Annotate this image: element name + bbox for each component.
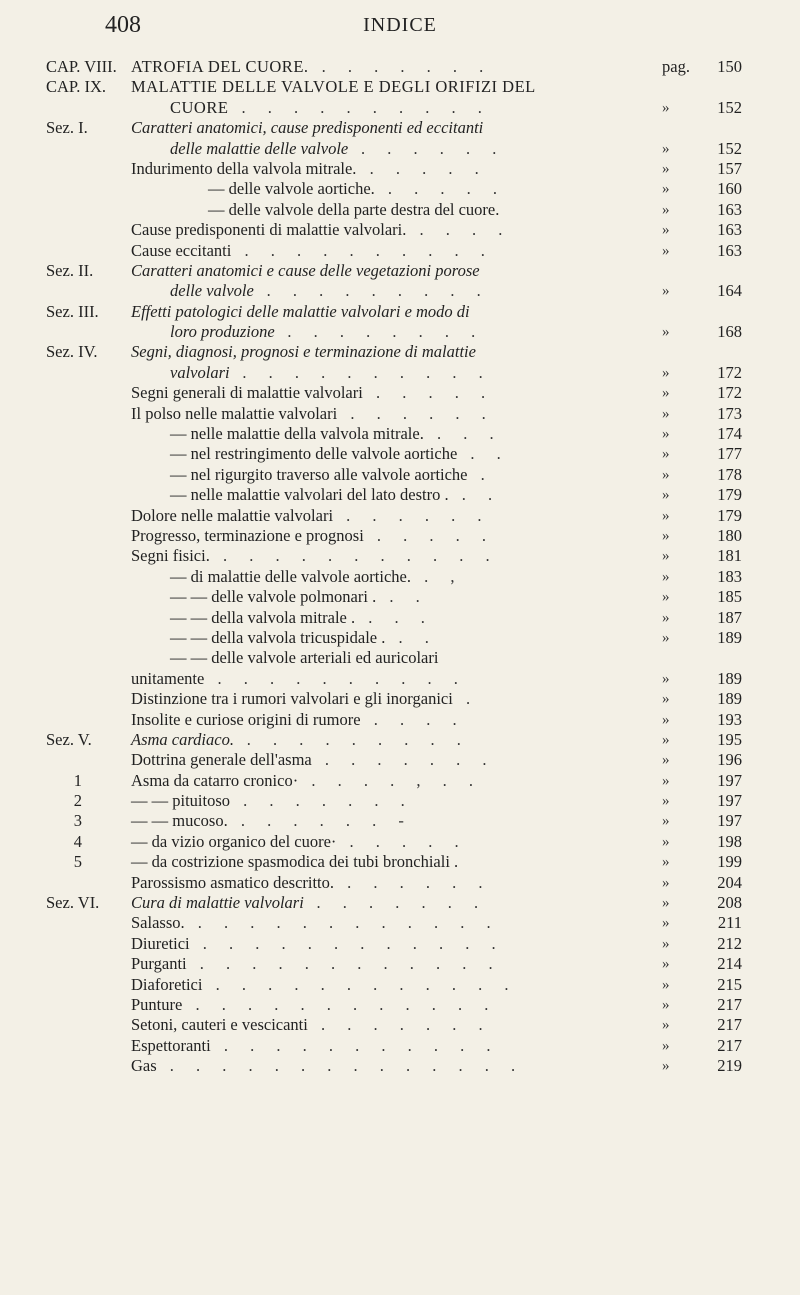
section-label: Sez. IV.: [46, 342, 98, 362]
page-marker: »: [662, 609, 670, 626]
leader-dots: . .: [457, 444, 510, 464]
toc-entry: [0, 322, 800, 342]
toc-entry: [0, 689, 800, 709]
page-marker: »: [662, 996, 670, 1013]
entry-title: Segni, diagnosi, prognosi e terminazione di malattie: [131, 342, 476, 362]
leader-dots: . . . . . . . . . . . . . .: [156, 1056, 525, 1076]
page-ref: 178: [717, 464, 742, 484]
leader-dots: . . . . . . .: [307, 1015, 492, 1035]
page-marker: »: [662, 242, 670, 259]
leader-dots: . . . . . . . . . .: [231, 240, 494, 260]
page-ref: 193: [717, 709, 742, 729]
entry-title: ATROFIA DEL CUORE. . . . . . . .: [131, 57, 493, 76]
page-ref: 199: [717, 852, 742, 872]
leader-dots: . . . . . . . . . .: [228, 97, 491, 117]
entry-title: — da costrizione spasmodica dei tubi bronchiali .: [131, 852, 459, 872]
page-marker: »: [662, 222, 670, 239]
entry-title: — da vizio organico del cuore· . . . . .: [131, 831, 468, 851]
page-ref: 214: [717, 954, 742, 974]
leader-dots: . . . . .: [362, 383, 495, 403]
page-ref: 217: [717, 1035, 742, 1055]
toc-entry: [0, 587, 800, 607]
toc-entry: [0, 424, 800, 444]
page-marker: »: [662, 895, 670, 912]
entry-title: Salasso. . . . . . . . . . . . .: [131, 913, 500, 933]
leader-dots: . . . . . . . . . . . .: [186, 954, 502, 974]
toc-entry: [0, 730, 800, 750]
page-ref: 150: [717, 57, 742, 76]
toc-entry: [0, 98, 800, 118]
page-ref: 211: [717, 913, 742, 933]
leader-dots: . . . . . . .: [308, 57, 493, 76]
entry-title: — — della valvola tricuspidale . . .: [170, 627, 438, 647]
leader-dots: . ,: [411, 566, 464, 586]
page-marker: »: [662, 976, 670, 993]
page-marker: »: [662, 813, 670, 830]
entry-title: Diaforetici . . . . . . . . . . . .: [131, 974, 518, 994]
entry-title: — nelle malattie della valvola mitrale. . . .: [170, 424, 503, 444]
entry-title: Distinzione tra i rumori valvolari e gli inorganici .: [131, 689, 480, 709]
entry-title: Caratteri anatomici e cause delle vegetazioni porose: [131, 260, 480, 280]
entry-title: Parossismo asmatico descritto. . . . . . .: [131, 872, 492, 892]
page-marker: »: [662, 99, 670, 116]
toc-entry: [0, 771, 800, 791]
page-marker: »: [662, 507, 670, 524]
page-marker: »: [662, 772, 670, 789]
toc-entry: [0, 710, 800, 730]
entry-title: Effetti patologici delle malattie valvolari e modo di: [131, 301, 470, 321]
page-ref: 163: [717, 240, 742, 260]
leader-dots: . . . .: [360, 709, 466, 729]
toc-entry: [0, 302, 800, 322]
toc-entry: [0, 383, 800, 403]
leader-dots: .: [452, 689, 480, 709]
page-marker: »: [662, 405, 670, 422]
toc-entry: [0, 404, 800, 424]
page-marker: »: [662, 833, 670, 850]
page-marker: »: [662, 283, 670, 300]
page-marker: »: [662, 691, 670, 708]
toc-entry: [0, 1036, 800, 1056]
page-marker: »: [662, 385, 670, 402]
entry-number: 1: [73, 770, 82, 790]
entry-title: Cause predisponenti di malattie valvolari. . . . .: [131, 220, 512, 240]
page-marker: »: [662, 140, 670, 157]
leader-dots: . . . . .: [336, 831, 468, 851]
toc-entry: [0, 200, 800, 220]
page-ref: 152: [717, 97, 742, 117]
entry-title: unitamente . . . . . . . . . .: [131, 668, 467, 688]
toc-entry: [0, 1056, 800, 1076]
section-label: Sez. V.: [46, 729, 92, 749]
page-ref: 217: [717, 1015, 742, 1035]
page-marker: »: [662, 874, 670, 891]
leader-dots: . . . . . .: [334, 872, 492, 892]
page-ref: 185: [717, 587, 742, 607]
toc-entry: [0, 241, 800, 261]
page-ref: 215: [717, 974, 742, 994]
entry-number: 2: [73, 791, 82, 811]
leader-dots: . . .: [423, 424, 503, 444]
toc-entry: [0, 485, 800, 505]
toc-entry: [0, 281, 800, 301]
page-marker: »: [662, 752, 670, 769]
toc-entry: [0, 934, 800, 954]
page-marker: »: [662, 201, 670, 218]
page-ref: 189: [717, 627, 742, 647]
page-ref: 198: [717, 831, 742, 851]
section-label: Sez. VI.: [46, 893, 100, 913]
entry-title: — — della valvola mitrale . . . .: [170, 607, 434, 627]
page-ref: 160: [717, 179, 742, 199]
section-label: CAP. IX.: [46, 77, 107, 97]
toc-entry: [0, 913, 800, 933]
entry-title: Caratteri anatomici, cause predisponenti ed eccitanti: [131, 118, 484, 138]
page-marker: »: [662, 324, 670, 341]
entry-title: Segni generali di malattie valvolari . . . . .: [131, 383, 495, 403]
toc-entry: [0, 1015, 800, 1035]
leader-dots: . . .: [355, 607, 434, 627]
leader-dots: . . . . . . . . . .: [229, 362, 493, 382]
toc-entry: [0, 506, 800, 526]
page-ref: 212: [717, 933, 742, 953]
page-ref: 197: [717, 770, 742, 790]
page-marker: »: [662, 711, 670, 728]
page-ref: 163: [717, 199, 742, 219]
leader-dots: . .: [385, 627, 438, 647]
toc-entry: [0, 567, 800, 587]
page-ref: 189: [717, 668, 742, 688]
leader-dots: . .: [448, 485, 502, 505]
page-marker: pag.: [662, 57, 690, 76]
leader-dots: . . . . . . .: [230, 791, 414, 811]
page-ref: 177: [717, 444, 742, 464]
toc-entry: [0, 77, 800, 97]
page-ref: 219: [717, 1056, 742, 1076]
table-of-contents: [0, 57, 800, 1077]
entry-title: — delle valvole della parte destra del cuore.: [208, 199, 500, 219]
page-marker: »: [662, 793, 670, 810]
entry-number: 5: [73, 852, 82, 872]
entry-title: — — delle valvole arteriali ed auricolari: [170, 648, 439, 668]
toc-entry: [0, 893, 800, 913]
leader-dots: . . . . . . . . .: [253, 281, 491, 301]
entry-title: Cura di malattie valvolari . . . . . . .: [131, 893, 488, 913]
page-ref: 204: [717, 872, 742, 892]
entry-title: Setoni, cauteri e vescicanti . . . . . . .: [131, 1015, 492, 1035]
page-marker: »: [662, 915, 670, 932]
toc-entry: [0, 159, 800, 179]
page-ref: 189: [717, 689, 742, 709]
leader-dots: . . . . .: [374, 179, 507, 199]
entry-title: Diuretici . . . . . . . . . . . .: [131, 933, 505, 953]
leader-dots: . . . . .: [363, 525, 496, 545]
entry-title: Espettoranti . . . . . . . . . . .: [131, 1035, 500, 1055]
page-marker: »: [662, 160, 670, 177]
entry-title: — delle valvole aortiche. . . . . .: [208, 179, 507, 199]
toc-entry: [0, 179, 800, 199]
toc-entry: [0, 669, 800, 689]
entry-title: — — pituitoso . . . . . . .: [131, 791, 414, 811]
leader-dots: . . . . . . .: [303, 893, 488, 913]
page-marker: »: [662, 1037, 670, 1054]
leader-dots: . . . . . . . . . . .: [209, 546, 499, 566]
page-marker: »: [662, 446, 670, 463]
toc-entry: [0, 342, 800, 362]
toc-entry: [0, 648, 800, 668]
leader-dots: . .: [376, 587, 429, 607]
page-number: 408: [105, 12, 141, 38]
page-ref: 197: [717, 811, 742, 831]
entry-title: Asma da catarro cronico· . . . . , . .: [131, 770, 482, 790]
entry-title: — nelle malattie valvolari del lato destro . . .: [170, 485, 502, 505]
leader-dots: . . . . . .: [348, 138, 506, 158]
entry-title: MALATTIE DELLE VALVOLE E DEGLI ORIFIZI DEL: [131, 77, 536, 97]
entry-title: Segni fisici. . . . . . . . . . . .: [131, 546, 499, 566]
section-label: CAP. VIII.: [46, 57, 117, 76]
page-marker: »: [662, 181, 670, 198]
leader-dots: . . . . . . . . . .: [204, 668, 467, 688]
leader-dots: . . . .: [406, 220, 512, 240]
leader-dots: . . . . . .: [337, 403, 495, 423]
entry-title: — nel rigurgito traverso alle valvole aortiche .: [170, 464, 494, 484]
leader-dots: . . . . . . . . . . . .: [182, 994, 498, 1014]
page-ref: 217: [717, 994, 742, 1014]
entry-title: Asma cardiaco. . . . . . . . . .: [131, 729, 471, 749]
leader-dots: . . . . . . . . . . . .: [202, 974, 518, 994]
page-marker: »: [662, 935, 670, 952]
page-marker: »: [662, 589, 670, 606]
page-ref: 195: [717, 729, 742, 749]
page-marker: »: [662, 548, 670, 565]
entry-title: Gas . . . . . . . . . . . . . .: [131, 1056, 525, 1076]
entry-title: valvolari . . . . . . . . . .: [170, 362, 493, 382]
entry-title: — di malattie delle valvole aortiche. . ,: [170, 566, 464, 586]
page-ref: 164: [717, 281, 742, 301]
page-marker: »: [662, 568, 670, 585]
page-ref: 172: [717, 362, 742, 382]
toc-entry: [0, 811, 800, 831]
toc-entry: [0, 975, 800, 995]
page-ref: 172: [717, 383, 742, 403]
entry-title: — — mucoso. . . . . . . -: [131, 811, 413, 831]
page-ref: 187: [717, 607, 742, 627]
toc-entry: [0, 118, 800, 138]
page-marker: »: [662, 629, 670, 646]
toc-entry: [0, 750, 800, 770]
entry-title: Dottrina generale dell'asma . . . . . . .: [131, 750, 496, 770]
entry-title: Purganti . . . . . . . . . . . .: [131, 954, 502, 974]
toc-entry: [0, 873, 800, 893]
page-marker: »: [662, 364, 670, 381]
toc-entry: [0, 261, 800, 281]
toc-entry: [0, 526, 800, 546]
page-ref: 174: [717, 424, 742, 444]
leader-dots: . . . . . . . . . . . .: [189, 933, 505, 953]
toc-entry: [0, 954, 800, 974]
entry-title: delle valvole . . . . . . . . .: [170, 281, 491, 301]
page-ref: 152: [717, 138, 742, 158]
entry-title: Insolite e curiose origini di rumore . . . .: [131, 709, 466, 729]
toc-entry: [0, 444, 800, 464]
toc-entry: [0, 220, 800, 240]
page-ref: 157: [717, 158, 742, 178]
leader-dots: . . . . . . . . . . .: [210, 1035, 500, 1055]
leader-dots: . . . . . . . .: [274, 322, 485, 342]
leader-dots: . . . . .: [356, 158, 488, 178]
entry-title: Dolore nelle malattie valvolari . . . . . .: [131, 505, 491, 525]
toc-entry: [0, 832, 800, 852]
page-marker: »: [662, 854, 670, 871]
entry-title: CUORE . . . . . . . . . .: [170, 97, 491, 117]
page-ref: 208: [717, 893, 742, 913]
toc-entry: [0, 465, 800, 485]
toc-entry: [0, 995, 800, 1015]
page-ref: 196: [717, 750, 742, 770]
entry-number: 4: [73, 831, 82, 851]
section-label: Sez. III.: [46, 301, 99, 321]
page-marker: »: [662, 487, 670, 504]
entry-title: Cause eccitanti . . . . . . . . . .: [131, 240, 494, 260]
page-marker: »: [662, 466, 670, 483]
page-marker: »: [662, 426, 670, 443]
leader-dots: . . . . . . . . . . . .: [184, 913, 500, 933]
toc-entry: [0, 852, 800, 872]
toc-entry: [0, 791, 800, 811]
toc-entry: [0, 546, 800, 566]
page-ref: 183: [717, 566, 742, 586]
page-ref: 163: [717, 220, 742, 240]
toc-entry: [0, 363, 800, 383]
entry-number: 3: [73, 811, 82, 831]
page-marker: »: [662, 670, 670, 687]
page-ref: 181: [717, 546, 742, 566]
page-ref: 197: [717, 791, 742, 811]
running-head: INDICE: [363, 14, 437, 36]
toc-entry: [0, 57, 800, 77]
page-ref: 179: [717, 505, 742, 525]
leader-dots: . . . . . .: [333, 505, 491, 525]
entry-title: loro produzione . . . . . . . .: [170, 322, 485, 342]
page-ref: 173: [717, 403, 742, 423]
entry-title: delle malattie delle valvole . . . . . .: [170, 138, 506, 158]
leader-dots: . . . . . . .: [311, 750, 496, 770]
page-header: [0, 8, 800, 38]
section-label: Sez. II.: [46, 260, 94, 280]
entry-title: Indurimento della valvola mitrale. . . . . .: [131, 158, 488, 178]
page-ref: 179: [717, 485, 742, 505]
page-marker: »: [662, 1017, 670, 1034]
leader-dots: . . . . . . -: [227, 811, 413, 831]
page-marker: »: [662, 731, 670, 748]
page-ref: 168: [717, 322, 742, 342]
leader-dots: . . . . , . .: [298, 770, 482, 790]
toc-entry: [0, 628, 800, 648]
entry-title: — nel restringimento delle valvole aortiche . .: [170, 444, 510, 464]
toc-entry: [0, 139, 800, 159]
entry-title: Progresso, terminazione e prognosi . . . . .: [131, 525, 496, 545]
page-ref: 180: [717, 525, 742, 545]
page-marker: »: [662, 1058, 670, 1075]
section-label: Sez. I.: [46, 118, 88, 138]
leader-dots: .: [467, 464, 494, 484]
leader-dots: . . . . . . . . .: [233, 729, 471, 749]
toc-entry: [0, 608, 800, 628]
entry-title: — — delle valvole polmonari . . .: [170, 587, 429, 607]
page-marker: »: [662, 527, 670, 544]
entry-title: Il polso nelle malattie valvolari . . . . . .: [131, 403, 495, 423]
entry-title: Punture . . . . . . . . . . . .: [131, 994, 498, 1014]
page-marker: »: [662, 956, 670, 973]
